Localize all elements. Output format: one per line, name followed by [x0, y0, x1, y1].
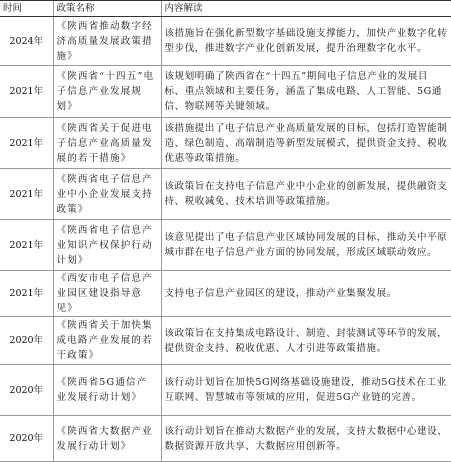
row-policy-name: 《陕西省“十四五”电子信息产业发展规划》 [53, 66, 161, 118]
table-body [0, 17, 451, 462]
table-row [0, 66, 451, 118]
header-time: 时间 [0, 1, 53, 17]
row-policy-name: 《陕西省推动数字经济高质量发展政策措施》 [53, 17, 161, 66]
row-content: 该政策旨在支持电子信息产业中小企业的创新发展，提供融资支持、税收减免、技术培训等政策措施。 [161, 169, 451, 220]
row-time: 2020年 [0, 416, 53, 462]
row-content: 该行动计划旨在推动大数据产业的发展，支持大数据中心建设、数据资源开放共享、大数据应用创新等。 [161, 416, 451, 462]
table-header [0, 1, 451, 17]
row-content: 该意见提出了电子信息产业区域协同发展的目标，推动关中平原城市群在电子信息产业方面的协同发展，形成区域联动效应。 [161, 220, 451, 271]
table-row [0, 220, 451, 271]
row-time: 2021年 [0, 118, 53, 169]
row-time: 2021年 [0, 66, 53, 118]
row-content: 该政策旨在支持集成电路设计、制造、封装测试等环节的发展，提供资金支持、税收优惠、人才引进等政策措施。 [161, 317, 451, 365]
table-row [0, 365, 451, 416]
row-policy-name: 《陕西省电子信息产业知识产权保护行动计划》 [53, 220, 161, 271]
row-content: 该措施提出了电子信息产业高质量发展的目标，包括打造智能制造、绿色制造、高端制造等新型发展模式，提供资金支持、税收优惠等政策措施。 [161, 118, 451, 169]
row-time: 2024年 [0, 17, 53, 66]
row-time: 2020年 [0, 365, 53, 416]
row-content: 支持电子信息产业园区的建设，推动产业集聚发展。 [161, 271, 451, 317]
row-policy-name: 《陕西省关于促进电子信息产业高质量发展的若干措施》 [53, 118, 161, 169]
row-policy-name: 《西安市电子信息产业园区建设指导意见》 [53, 271, 161, 317]
row-content: 该措施旨在强化新型数字基础设施支撑能力，加快产业数字化转型步伐，推进数字产业化创新发展，提升治理数字化水平。 [161, 17, 451, 66]
row-policy-name: 《陕西省大数据产业发展行动计划》 [53, 416, 161, 462]
table-row [0, 271, 451, 317]
row-content: 该行动计划旨在加快5G网络基础设施建设，推动5G技术在工业互联网、智慧城市等领域的应用，促进5G产业链的完善。 [161, 365, 451, 416]
table-row [0, 118, 451, 169]
header-policy-name: 政策名称 [53, 1, 161, 17]
table-row [0, 416, 451, 462]
row-time: 2021年 [0, 220, 53, 271]
header-content: 内容解读 [161, 1, 451, 17]
row-time: 2021年 [0, 271, 53, 317]
table-row [0, 169, 451, 220]
row-policy-name: 《陕西省5G通信产业发展行动计划》 [53, 365, 161, 416]
table-row [0, 17, 451, 66]
row-policy-name: 《陕西省电子信息产业中小企业发展支持政策》 [53, 169, 161, 220]
row-content: 该规划明确了陕西省在“十四五”期间电子信息产业的发展目标、重点领域和主要任务，涵盖了集成电路、人工智能、5G通信、物联网等关键领域。 [161, 66, 451, 118]
row-time: 2020年 [0, 317, 53, 365]
row-time: 2021年 [0, 169, 53, 220]
row-policy-name: 《陕西省关于加快集成电路产业发展的若干政策》 [53, 317, 161, 365]
table-row [0, 317, 451, 365]
header-row [0, 1, 451, 17]
